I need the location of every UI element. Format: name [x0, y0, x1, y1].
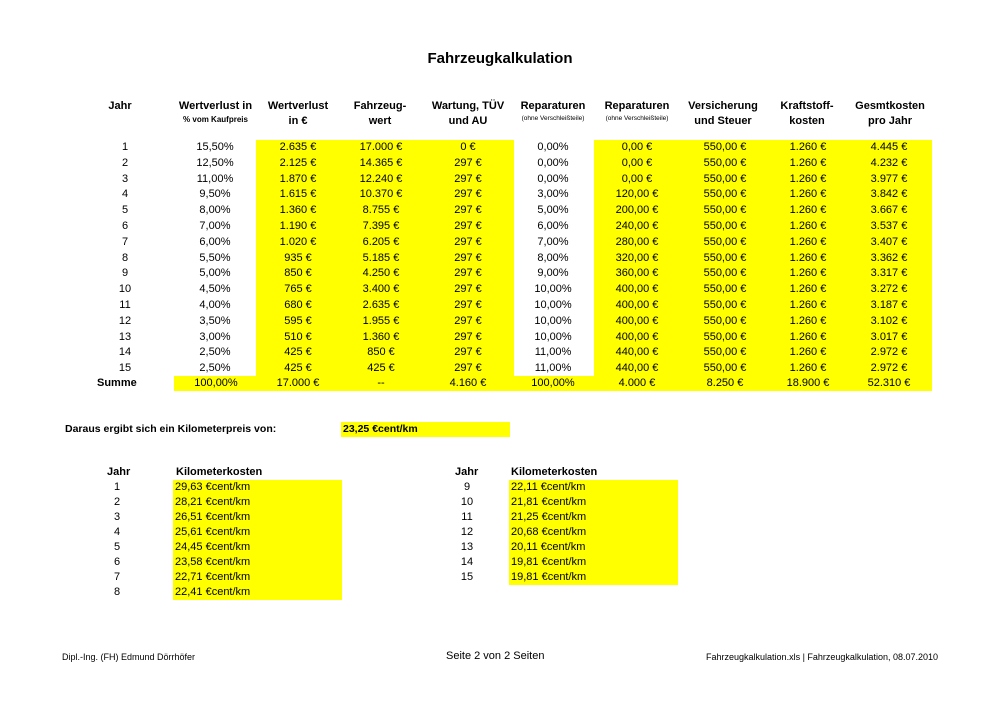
- km-year: 9: [463, 481, 471, 493]
- table-cell: 1.260 €: [770, 172, 846, 188]
- table-cell: 3.102 €: [846, 314, 932, 330]
- table-cell: 0,00%: [537, 156, 569, 169]
- table-cell: 1.020 €: [256, 235, 340, 251]
- table-cell: 8.755 €: [340, 203, 422, 219]
- table-cell: 11,00%: [534, 346, 572, 359]
- header-line: Kraftstoff-: [780, 100, 834, 112]
- table-cell: 935 €: [256, 251, 340, 267]
- row-year: 9: [121, 267, 129, 280]
- header-line: (ohne Verschleißteile): [521, 115, 585, 122]
- table-cell: 550,00 €: [680, 235, 770, 251]
- table-cell: 120,00 €: [594, 187, 680, 203]
- table-cell: 0,00 €: [594, 172, 680, 188]
- row-year: 4: [121, 188, 129, 201]
- table-cell: 12,50%: [196, 156, 234, 169]
- header-line: Versicherung: [688, 100, 758, 112]
- table-cell: 1.260 €: [770, 314, 846, 330]
- header-jahr: [100, 99, 140, 114]
- row-year: 15: [118, 362, 132, 375]
- header-kraftstoff: [768, 99, 846, 129]
- km-cost: 22,71 €cent/km: [173, 570, 342, 585]
- table-cell: 1.260 €: [770, 251, 846, 267]
- table-cell: 1.260 €: [770, 203, 846, 219]
- km-price-value: 23,25 €cent/km: [341, 422, 510, 437]
- km-cost: 19,81 €cent/km: [509, 570, 678, 585]
- km-left-cost-header: Kilometerkosten: [176, 466, 263, 478]
- table-cell: 5.185 €: [340, 251, 422, 267]
- row-year: 10: [118, 283, 132, 296]
- km-year: 7: [113, 571, 121, 583]
- table-cell: 440,00 €: [594, 345, 680, 361]
- km-cost: 20,11 €cent/km: [509, 540, 678, 555]
- km-year: 4: [113, 526, 121, 538]
- table-cell: 360,00 €: [594, 266, 680, 282]
- table-cell: 3.977 €: [846, 172, 932, 188]
- km-cost: 29,63 €cent/km: [173, 480, 342, 495]
- km-year: 2: [113, 496, 121, 508]
- footer-author: Dipl.-Ing. (FH) Edmund Dörrhöfer: [62, 652, 196, 662]
- table-cell: 6,00%: [537, 220, 569, 232]
- table-cell: 6,00%: [199, 235, 231, 248]
- table-cell: 400,00 €: [594, 298, 680, 314]
- header-line: (ohne Verschleißteile): [605, 115, 669, 122]
- km-year: 14: [460, 556, 474, 568]
- table-cell: 550,00 €: [680, 330, 770, 346]
- table-cell: 440,00 €: [594, 361, 680, 377]
- table-cell: 3.842 €: [846, 187, 932, 203]
- summe-cell: 8.250 €: [680, 376, 770, 391]
- km-cost: 25,61 €cent/km: [173, 525, 342, 540]
- table-cell: 3,00%: [537, 188, 569, 201]
- table-cell: 2,50%: [199, 346, 231, 359]
- table-cell: 3.362 €: [846, 251, 932, 267]
- table-cell: 1.260 €: [770, 219, 846, 235]
- table-cell: 4,00%: [199, 299, 231, 311]
- table-cell: 550,00 €: [680, 361, 770, 377]
- summe-label: Summe: [97, 377, 137, 389]
- table-cell: 2,50%: [199, 362, 231, 375]
- row-year: 13: [118, 330, 132, 343]
- table-cell: 550,00 €: [680, 251, 770, 267]
- table-cell: 2.972 €: [846, 361, 932, 377]
- table-cell: 550,00 €: [680, 140, 770, 156]
- table-cell: 297 €: [422, 187, 514, 203]
- km-cost: 21,25 €cent/km: [509, 510, 678, 525]
- header-line: und Steuer: [694, 115, 752, 127]
- summe-cell: --: [340, 376, 422, 391]
- table-cell: 10,00%: [534, 330, 572, 343]
- table-cell: 3.272 €: [846, 282, 932, 298]
- table-cell: 510 €: [256, 330, 340, 346]
- table-cell: 1.260 €: [770, 345, 846, 361]
- table-cell: 9,00%: [537, 267, 569, 280]
- table-cell: 5,50%: [199, 251, 231, 264]
- header-reparaturen-prozent: [512, 99, 594, 123]
- footer-page: Seite 2 von 2 Seiten: [446, 650, 545, 662]
- table-cell: 3.017 €: [846, 330, 932, 346]
- summe-cell: 17.000 €: [256, 376, 340, 391]
- header-fahrzeugwert: [340, 99, 420, 129]
- km-year: 3: [113, 511, 121, 523]
- table-cell: 11,00%: [534, 362, 572, 375]
- table-cell: 765 €: [256, 282, 340, 298]
- table-cell: 1.260 €: [770, 140, 846, 156]
- table-cell: 5,00%: [199, 267, 231, 280]
- table-cell: 2.635 €: [256, 140, 340, 156]
- table-cell: 8,00%: [537, 251, 569, 264]
- header-line: Reparaturen: [520, 100, 586, 112]
- summe-cell: 100,00%: [512, 376, 594, 391]
- header-wartung: [422, 99, 514, 129]
- summe-cell: 4.000 €: [594, 376, 680, 391]
- table-cell: 1.260 €: [770, 330, 846, 346]
- row-year: 7: [121, 235, 129, 248]
- table-cell: 3,00%: [199, 330, 231, 343]
- footer-file: Fahrzeugkalkulation.xls | Fahrzeugkalkulation, 08.07.2010: [706, 652, 938, 662]
- table-cell: 1.360 €: [340, 330, 422, 346]
- table-cell: 7,00%: [537, 235, 569, 248]
- km-price-label: Daraus ergibt sich ein Kilometerpreis von:: [65, 423, 277, 435]
- table-cell: 3.407 €: [846, 235, 932, 251]
- table-cell: 550,00 €: [680, 172, 770, 188]
- table-cell: 10,00%: [534, 314, 572, 327]
- km-cost: 23,58 €cent/km: [173, 555, 342, 570]
- table-cell: 4.445 €: [846, 140, 932, 156]
- table-cell: 550,00 €: [680, 203, 770, 219]
- table-cell: 240,00 €: [594, 219, 680, 235]
- table-cell: 10,00%: [534, 299, 572, 311]
- table-cell: 320,00 €: [594, 251, 680, 267]
- header-line: Reparaturen: [604, 100, 670, 112]
- table-cell: 297 €: [422, 282, 514, 298]
- header-versicherung: [678, 99, 768, 129]
- row-year: 1: [121, 141, 129, 153]
- table-cell: 1.260 €: [770, 187, 846, 203]
- table-cell: 297 €: [422, 314, 514, 330]
- summe-cell: 52.310 €: [846, 376, 932, 391]
- table-cell: 400,00 €: [594, 314, 680, 330]
- header-wertverlust-prozent: [168, 99, 263, 126]
- table-cell: 297 €: [422, 330, 514, 346]
- table-cell: 0,00 €: [594, 140, 680, 156]
- header-line: und AU: [448, 115, 488, 127]
- summe-cell: 4.160 €: [422, 376, 514, 391]
- km-cost: 20,68 €cent/km: [509, 525, 678, 540]
- table-cell: 10,00%: [534, 283, 572, 296]
- table-cell: 5,00%: [537, 204, 569, 217]
- km-year: 6: [113, 556, 121, 568]
- header-line: kosten: [789, 115, 825, 127]
- table-cell: 550,00 €: [680, 156, 770, 172]
- table-cell: 1.360 €: [256, 203, 340, 219]
- table-cell: 550,00 €: [680, 219, 770, 235]
- table-cell: 1.615 €: [256, 187, 340, 203]
- header-line: Fahrzeug-: [353, 100, 407, 112]
- row-year: 8: [121, 251, 129, 264]
- row-year: 3: [121, 172, 129, 185]
- table-cell: 550,00 €: [680, 314, 770, 330]
- summe-cell: 18.900 €: [770, 376, 846, 391]
- table-cell: 0,00%: [537, 172, 569, 185]
- table-cell: 1.260 €: [770, 266, 846, 282]
- table-cell: 12.240 €: [340, 172, 422, 188]
- km-cost: 19,81 €cent/km: [509, 555, 678, 570]
- header-wertverlust-euro: [258, 99, 338, 129]
- table-cell: 297 €: [422, 235, 514, 251]
- table-cell: 15,50%: [196, 141, 234, 153]
- km-year: 10: [460, 496, 474, 508]
- row-year: 14: [118, 346, 132, 359]
- table-cell: 8,00%: [199, 204, 231, 217]
- table-cell: 4,50%: [199, 283, 231, 296]
- table-cell: 14.365 €: [340, 156, 422, 172]
- row-year: 12: [118, 314, 132, 327]
- table-cell: 297 €: [422, 219, 514, 235]
- km-right-cost-header: Kilometerkosten: [511, 466, 598, 478]
- table-cell: 297 €: [422, 172, 514, 188]
- header-line: Gesmtkosten: [855, 100, 925, 112]
- km-cost: 21,81 €cent/km: [509, 495, 678, 510]
- page-title: Fahrzeugkalkulation: [427, 50, 573, 67]
- table-cell: 3.537 €: [846, 219, 932, 235]
- table-cell: 0 €: [422, 140, 514, 156]
- table-cell: 1.260 €: [770, 361, 846, 377]
- table-cell: 3.667 €: [846, 203, 932, 219]
- table-cell: 2.125 €: [256, 156, 340, 172]
- table-cell: 4.232 €: [846, 156, 932, 172]
- row-year: 6: [121, 220, 129, 232]
- table-cell: 1.260 €: [770, 156, 846, 172]
- table-cell: 595 €: [256, 314, 340, 330]
- table-cell: 425 €: [256, 345, 340, 361]
- table-cell: 0,00%: [537, 141, 569, 153]
- table-cell: 3.400 €: [340, 282, 422, 298]
- header-gesamtkosten: [846, 99, 934, 129]
- km-left-jahr-header: Jahr: [107, 466, 131, 478]
- header-line: Wertverlust in: [178, 100, 253, 112]
- table-cell: 200,00 €: [594, 203, 680, 219]
- table-cell: 550,00 €: [680, 187, 770, 203]
- km-cost: 28,21 €cent/km: [173, 495, 342, 510]
- table-cell: 0,00 €: [594, 156, 680, 172]
- table-cell: 297 €: [422, 203, 514, 219]
- table-cell: 850 €: [256, 266, 340, 282]
- table-cell: 3,50%: [199, 314, 231, 327]
- table-cell: 2.635 €: [340, 298, 422, 314]
- table-cell: 425 €: [256, 361, 340, 377]
- km-year: 15: [460, 571, 474, 583]
- table-cell: 1.260 €: [770, 235, 846, 251]
- row-year: 2: [121, 156, 129, 169]
- header-line: in €: [288, 115, 308, 127]
- table-cell: 2.972 €: [846, 345, 932, 361]
- header-line: % vom Kaufpreis: [183, 115, 248, 124]
- table-cell: 1.190 €: [256, 219, 340, 235]
- table-cell: 7,00%: [199, 220, 231, 232]
- table-cell: 680 €: [256, 298, 340, 314]
- km-right-jahr-header: Jahr: [455, 466, 479, 478]
- table-cell: 9,50%: [199, 188, 231, 201]
- header-jahr-label: Jahr: [108, 100, 132, 112]
- table-cell: 297 €: [422, 251, 514, 267]
- km-year: 12: [460, 526, 474, 538]
- table-cell: 4.250 €: [340, 266, 422, 282]
- table-cell: 1.955 €: [340, 314, 422, 330]
- table-cell: 400,00 €: [594, 282, 680, 298]
- table-cell: 550,00 €: [680, 298, 770, 314]
- table-cell: 6.205 €: [340, 235, 422, 251]
- km-cost: 26,51 €cent/km: [173, 510, 342, 525]
- km-year: 5: [113, 541, 121, 553]
- table-cell: 1.870 €: [256, 172, 340, 188]
- table-cell: 425 €: [340, 361, 422, 377]
- header-line: Wartung, TÜV: [431, 100, 505, 112]
- table-cell: 550,00 €: [680, 266, 770, 282]
- table-cell: 1.260 €: [770, 298, 846, 314]
- km-year: 11: [461, 511, 473, 523]
- table-cell: 10.370 €: [340, 187, 422, 203]
- table-cell: 297 €: [422, 156, 514, 172]
- header-line: Wertverlust: [267, 100, 329, 112]
- header-line: wert: [368, 115, 392, 127]
- row-year: 11: [119, 299, 131, 311]
- table-cell: 297 €: [422, 361, 514, 377]
- table-cell: 550,00 €: [680, 345, 770, 361]
- row-year: 5: [121, 204, 129, 217]
- km-year: 13: [460, 541, 474, 553]
- table-cell: 3.317 €: [846, 266, 932, 282]
- km-cost: 24,45 €cent/km: [173, 540, 342, 555]
- table-cell: 297 €: [422, 298, 514, 314]
- table-cell: 850 €: [340, 345, 422, 361]
- table-cell: 1.260 €: [770, 282, 846, 298]
- table-cell: 17.000 €: [340, 140, 422, 156]
- table-cell: 400,00 €: [594, 330, 680, 346]
- header-line: pro Jahr: [867, 115, 912, 127]
- header-reparaturen-euro: [596, 99, 678, 123]
- table-cell: 297 €: [422, 345, 514, 361]
- table-cell: 297 €: [422, 266, 514, 282]
- km-cost: 22,41 €cent/km: [173, 585, 342, 600]
- table-cell: 280,00 €: [594, 235, 680, 251]
- km-year: 8: [113, 586, 121, 598]
- table-cell: 11,00%: [196, 172, 234, 185]
- table-cell: 3.187 €: [846, 298, 932, 314]
- km-year: 1: [113, 481, 121, 493]
- summe-cell: 100,00%: [174, 376, 258, 391]
- table-cell: 550,00 €: [680, 282, 770, 298]
- table-cell: 7.395 €: [340, 219, 422, 235]
- km-cost: 22,11 €cent/km: [509, 480, 678, 495]
